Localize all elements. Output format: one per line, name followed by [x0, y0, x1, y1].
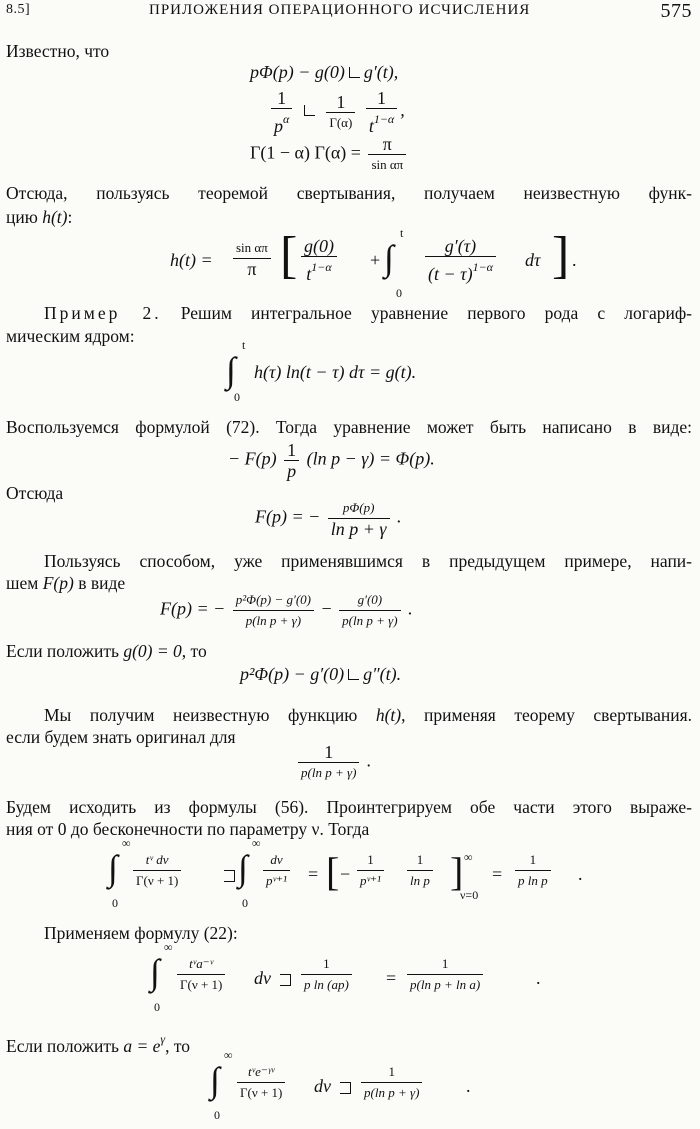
example-label: Пример 2. [44, 303, 162, 323]
formula-F-of-p: F(p) = − $\frac{p\Phi(p)}{\text{ln p + γ}}$ . [255, 500, 402, 539]
formula-gamma-reflection: Γ(1 − α) Γ(α) = $\frac{\pi}{\text{sin απ}}$ [250, 134, 409, 175]
paragraph-set-a: Если положить $a = e^\gamma$, то [6, 1032, 191, 1056]
section-number: 8.5] [6, 2, 31, 17]
paragraph-method: Пользуясь способом, уже применявшимся в предыдущем примере, напи- [44, 551, 692, 571]
paragraph-known: Известно, что [6, 41, 110, 61]
page-header [6, 0, 692, 26]
paragraph-start-from: Будем исходить из формулы (56). Проинтегрируем обе части этого выраже- [6, 797, 692, 817]
formula-h-of-t: h(t) = sin απ π [ $\frac{g(0)}{t^{1-\alpha}}$ + ∫ t 0 $\frac{g'(\tau)}{(t - \tau)^{1-\alpha}}$ dτ ] . [170, 226, 577, 300]
formula-integral-equation: ∫ t 0 h(τ) ln(t − τ) dτ = g(t). [226, 338, 417, 404]
formula-power-transform: $\frac{1}{p^\alpha}$ $\frac{1}{\Gamma(\alpha)}$ $\frac{1}{t^{1-\alpha}}$ , [268, 88, 405, 136]
paragraph-hence: Отсюда [6, 483, 64, 503]
paragraph-obtain-cont: если будем знать оригинал для [6, 727, 236, 747]
paragraph-use-formula: Воспользуемся формулой (72). Тогда уравнение может быть написано в виде: [6, 417, 692, 437]
paragraph-start-from-cont: ния от 0 до бесконечности по параметру ν. Тогда [6, 819, 370, 839]
paragraph-convolution-cont: цию h(t): [6, 207, 73, 227]
formula-integrate-nu: ∫ ∞ 0 $\frac{\text{tᵛ dν}}{\Gamma(\nu + 1)}$ ∫ ∞ 0 $\frac{d\nu}{\text{pᵛ⁺¹}}$ = [ − $\frac{1}{\text{pᵛ⁺¹}}$ $\frac{1}{\text{ln p}}$ ] ∞ ν=0 = $\frac{1}{\text{p ln p}}$ . [108, 836, 583, 910]
formula-transform-derivative: pΦ(p) − g(0) g′(t), [250, 62, 399, 82]
formula-transformed-equation: − F(p) $\frac{1}{p}$ (ln p − γ) = Φ(p). [228, 440, 435, 481]
formula-F-decomposed: F(p) = − $\frac{\text{p²Φ(p) − g′(0)}}{\text{p(ln p + γ)}}$ − $\frac{g'(0)}{\text{p(ln p + γ)}}$ . [160, 590, 413, 631]
paragraph-set-g0: Если положить g(0) = 0, то [6, 641, 207, 661]
page-number: 575 [660, 0, 692, 22]
formula-second-derivative: p²Φ(p) − g′(0) g″(t). [240, 664, 402, 684]
paragraph-obtain: Мы получим неизвестную функцию h(t), применяя теорему свертывания. [44, 705, 692, 725]
paragraph-method-cont: шем F(p) в виде [6, 573, 126, 593]
integral-sign: ∫ [384, 238, 394, 278]
formula-final: ∫ ∞ 0 tᵛe⁻ᵞᵛ Γ(ν + 1) dν $\frac{1}{\text{p(ln p + γ)}}$ . [210, 1048, 471, 1122]
formula-apply-22: ∫ ∞ 0 tᵛa⁻ᵛ Γ(ν + 1) dν $\frac{1}{\text{p ln (ap)}}$ = $\frac{1}{\text{p(ln p + ln a)}}$ . [150, 940, 541, 1014]
running-title: ПРИЛОЖЕНИЯ ОПЕРАЦИОННОГО ИСЧИСЛЕНИЯ [149, 2, 531, 18]
paragraph-convolution: Отсюда, пользуясь теоремой свертывания, получаем неизвестную функ- [6, 183, 692, 203]
correspondence-symbol [349, 67, 360, 78]
paragraph-apply-formula: Применяем формулу (22): [44, 923, 238, 943]
paragraph-example-2-cont: мическим ядром: [6, 326, 135, 346]
formula-original-target: $\frac{1}{\text{p(ln p + γ)}}$ . [295, 742, 371, 783]
paragraph-example-2: Пример 2. Решим интегральное уравнение первого рода с логариф- [44, 303, 692, 323]
